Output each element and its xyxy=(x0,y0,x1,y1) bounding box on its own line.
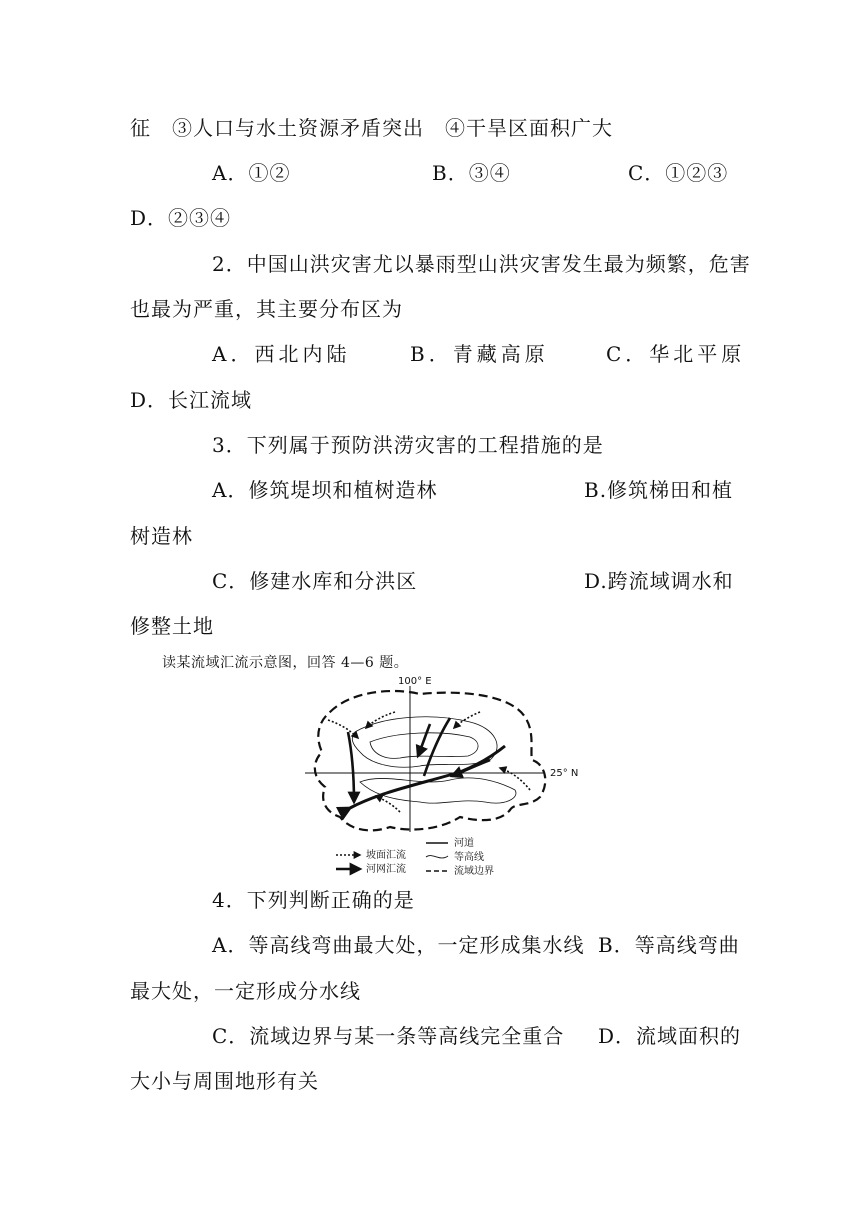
q4-option-a: A．等高线弯曲最大处，一定形成集水线 xyxy=(212,933,585,957)
q3-option-b-line1: B.修筑梯田和植 xyxy=(584,478,734,502)
slope-flow-arrow xyxy=(454,712,480,728)
q1-option-d: D．②③④ xyxy=(130,206,232,230)
river-tributary xyxy=(418,724,430,756)
legend-contour-label: 等高线 xyxy=(454,852,484,863)
legend-contour-symbol xyxy=(426,856,448,858)
q4-option-d-line2: 大小与周围地形有关 xyxy=(130,1069,319,1093)
q3-option-a: A．修筑堤坝和植树造林 xyxy=(212,478,438,502)
q2-stem-line1: 2．中国山洪灾害尤以暴雨型山洪灾害发生最为频繁，危害 xyxy=(212,252,751,276)
q1-option-b: B．③④ xyxy=(432,161,511,185)
q3-option-c: C．修建水库和分洪区 xyxy=(212,569,418,593)
q1-option-a: A．①② xyxy=(212,161,291,185)
q4-option-b-line2: 最大处，一定形成分水线 xyxy=(130,979,361,1003)
legend-river-label: 河道 xyxy=(454,838,474,849)
watershed-diagram xyxy=(300,672,579,882)
legend-slope-flow-label: 坡面汇流 xyxy=(366,850,406,861)
q4-option-d-line1: D．流域面积的 xyxy=(598,1024,742,1048)
legend xyxy=(336,836,494,877)
q3-option-d-line1: D.跨流域调水和 xyxy=(584,569,734,593)
q4-option-c: C．流域边界与某一条等高线完全重合 xyxy=(212,1024,565,1048)
q3-stem: 3．下列属于预防洪涝灾害的工程措施的是 xyxy=(212,433,604,457)
slope-flow-arrow xyxy=(328,720,358,738)
q1-stem-tail: 征 ③人口与水土资源矛盾突出 ④干旱区面积广大 xyxy=(130,116,613,140)
river-main xyxy=(350,746,505,808)
slope-flow-arrow xyxy=(500,768,530,790)
q4-stem: 4．下列判断正确的是 xyxy=(212,888,415,912)
q2-option-b: B．青藏高原 xyxy=(410,342,549,366)
diagram-intro: 读某流域汇流示意图，回答 4—6 题。 xyxy=(162,655,409,671)
slope-flow-arrow xyxy=(376,796,400,812)
river-tributary xyxy=(452,760,490,776)
legend-network-flow-label: 河网汇流 xyxy=(366,864,406,875)
q1-option-c: C．①②③ xyxy=(628,161,729,185)
q3-option-d-line2: 修整土地 xyxy=(130,614,214,638)
latitude-label: 25° N xyxy=(550,768,579,779)
q2-option-c: C．华北平原 xyxy=(606,342,746,366)
longitude-label: 100° E xyxy=(398,676,432,687)
q2-option-d: D．长江流域 xyxy=(130,388,253,412)
q2-stem-line2: 也最为严重，其主要分布区为 xyxy=(130,297,403,321)
q3-option-b-line2: 树造林 xyxy=(130,524,193,548)
contour-line xyxy=(352,717,497,767)
q4-option-b-line1: B．等高线弯曲 xyxy=(598,933,740,957)
legend-boundary-label: 流域边界 xyxy=(454,866,494,877)
q2-option-a: A．西北内陆 xyxy=(212,342,351,366)
